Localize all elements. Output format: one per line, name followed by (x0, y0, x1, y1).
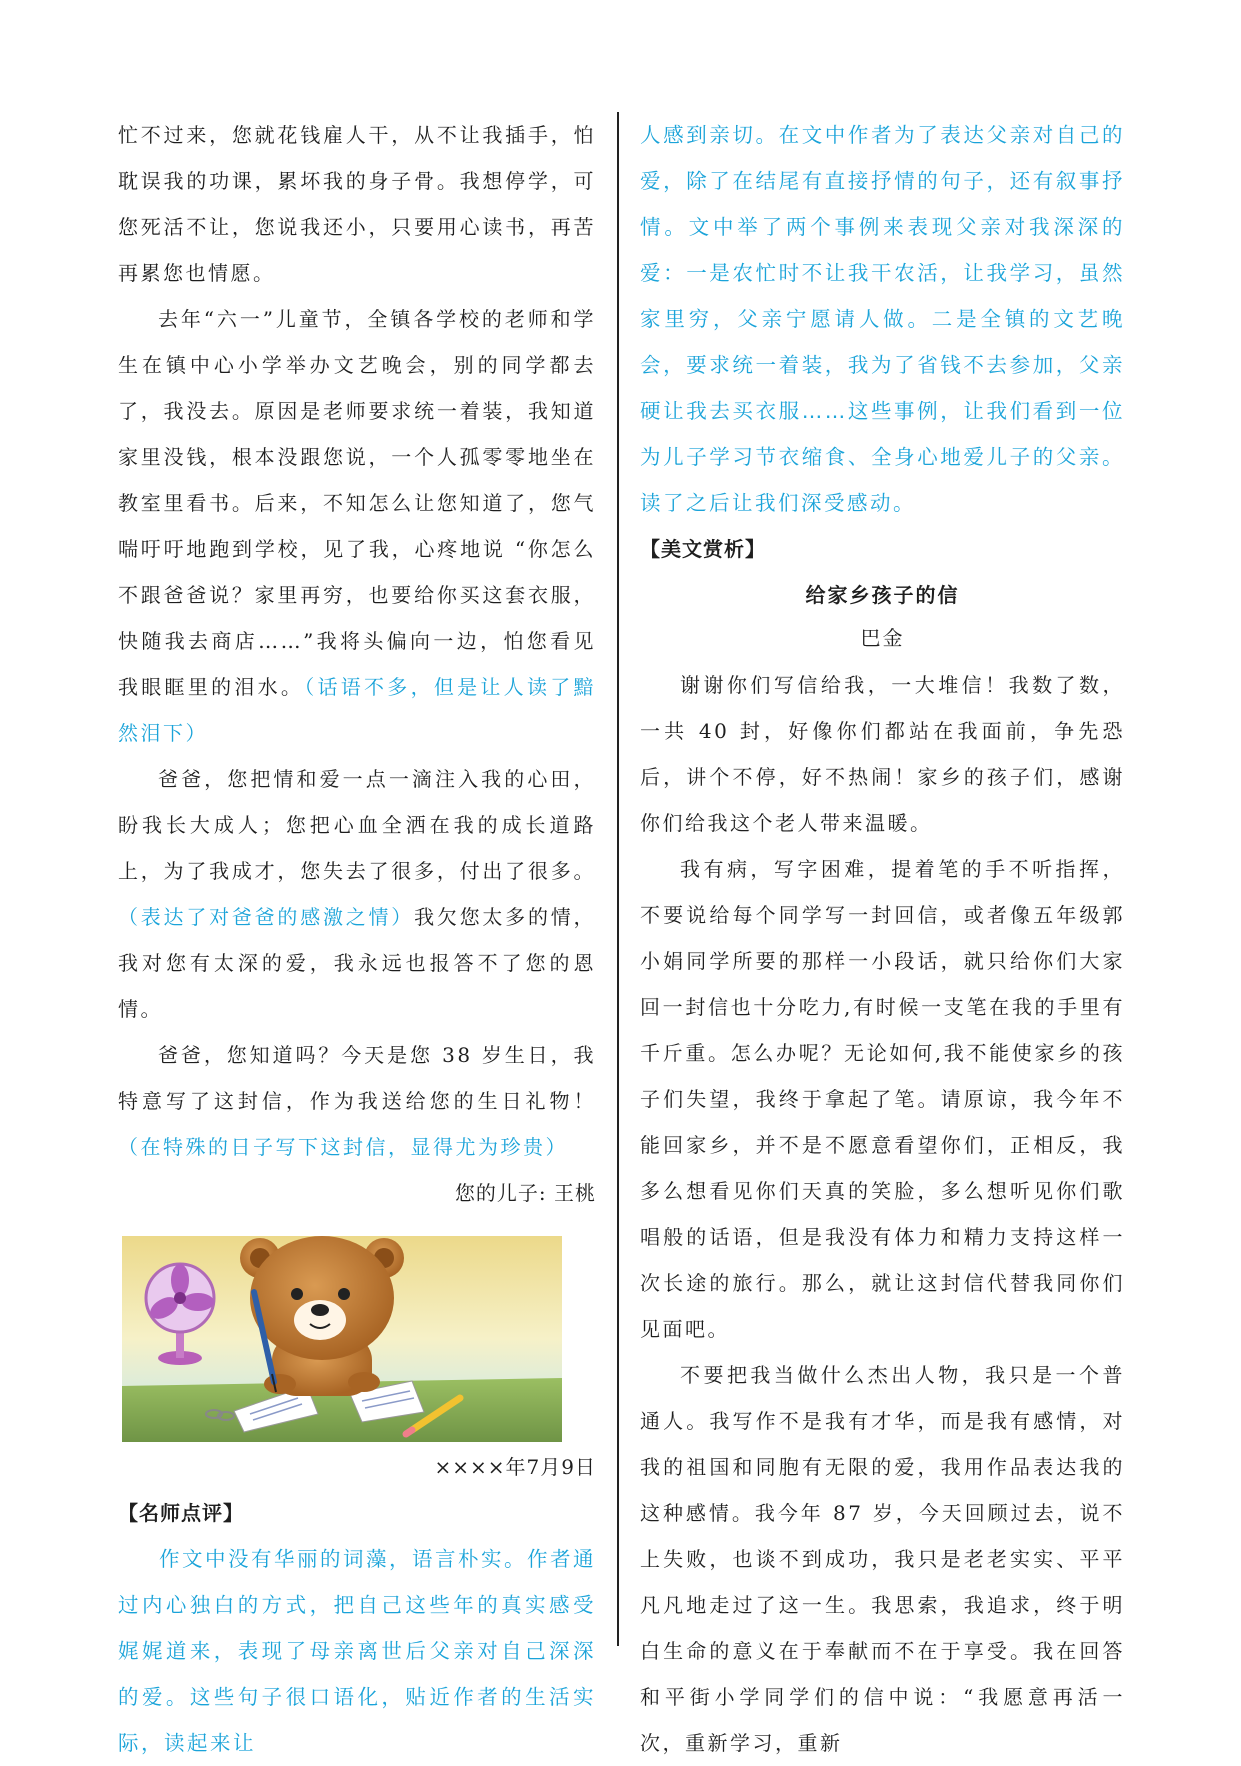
paragraph-text: 爸爸，您把情和爱一点一滴注入我的心田，盼我长大成人；您把心血全洒在我的成长道路上，为了我成才，您失去了很多，付出了很多。 (118, 767, 596, 883)
paragraph-text: 去年“六一”儿童节，全镇各学校的老师和学生在镇中心小学举办文艺晚会，别的同学都去了，我没去。原因是老师要求统一着装，我知道家里没钱，根本没跟您说，一个人孤零零地坐在教室里看书。后来，不知怎么让您知道了，您气喘吁吁地跑到学校，见了我，心疼地说 “你怎么不跟爸爸说？家里再穷，也要给你买这套衣服，快随我去商店……”我将头偏向一边，怕您看见我眼眶里的泪水。 (118, 307, 596, 699)
letter-paragraph-4 (118, 1032, 596, 1170)
letter-paragraph-2 (118, 296, 596, 756)
paragraph-text: 爸爸，您知道吗？今天是您 38 岁生日，我特意写了这封信，作为我送给您的生日礼物！ (118, 1043, 596, 1113)
article-paragraph-1: 谢谢你们写信给我，一大堆信！我数了数，一共 40 封，好像你们都站在我面前，争先恐后，讲个不停，好不热闹！家乡的孩子们，感谢你们给我这个老人带来温暖。 (640, 673, 1125, 835)
article-paragraph-3: 不要把我当做什么杰出人物，我只是一个普通人。我写作不是我有才华，而是我有感情，对我的祖国和同胞有无限的爱，我用作品表达我的这种感情。我今年 87 岁，今天回顾过去，说不上失败，也谈不到成功，我只是老老实实、平平凡凡地走过了这一生。我思索，我追求，终于明白生命的意义在于奉献而不在于享受。我在回答和平街小学同学们的信中说：“我愿意再活一次，重新学习，重新 (640, 1363, 1125, 1755)
bear-writing-illustration (122, 1236, 562, 1442)
annotation-note: （表达了对爸爸的感激之情） (118, 905, 415, 929)
review-text-continued: 人感到亲切。在文中作者为了表达父亲对自己的爱，除了在结尾有直接抒情的句子，还有叙事抒情。文中举了两个事例来表现父亲对我深深的爱：一是农忙时不让我干农活，让我学习，虽然家里穷，父亲宁愿请人做。二是全镇的文艺晚会，要求统一着装，我为了省钱不去参加，父亲硬让我去买衣服……这些事例，让我们看到一位为儿子学习节衣缩食、全身心地爱儿子的父亲。读了之后让我们深受感动。 (640, 123, 1125, 515)
article-paragraph-2: 我有病，写字困难，提着笔的手不听指挥，不要说给每个同学写一封回信，或者像五年级郭小娟同学所要的那样一小段话，就只给你们大家回一封信也十分吃力,有时候一支笔在我的手里有千斤重。怎么办呢？无论如何,我不能使家乡的孩子们失望，我终于拿起了笔。请原谅，我今年不能回家乡，并不是不愿意看望你们，正相反，我多么想看见你们天真的笑脸，多么想听见你们歌唱般的话语，但是我没有体力和精力支持这样一次长途的旅行。那么，就让这封信代替我同你们见面吧。 (640, 857, 1125, 1341)
letter-paragraph-3 (118, 756, 596, 1032)
appreciation-heading: 【美文赏析】 (640, 537, 766, 561)
review-text: 作文中没有华丽的词藻，语言朴实。作者通过内心独白的方式，把自己这些年的真实感受娓娓道来，表现了母亲离世后父亲对自己深深的爱。这些句子很口语化，贴近作者的生活实际，读起来让 (118, 1547, 596, 1755)
annotation-note: （在特殊的日子写下这封信，显得尤为珍贵） (118, 1135, 568, 1159)
letter-paragraph-1: 忙不过来，您就花钱雇人干，从不让我插手，怕耽误我的功课，累坏我的身子骨。我想停学，可您死活不让，您说我还小，只要用心读书，再苦再累您也情愿。 (118, 123, 596, 285)
paragraph-text: 我欠您太多的情，我对您有太深的爱，我永远也报答不了您的恩情。 (118, 905, 597, 1021)
annotation-note: （话语不多，但是让人读了黯然泪下） (118, 675, 597, 745)
right-column (640, 112, 1125, 1766)
left-column (118, 112, 596, 1766)
review-heading: 【名师点评】 (118, 1501, 244, 1525)
article-title: 给家乡孩子的信 (805, 583, 960, 607)
letter-signature: 您的儿子: 王桃 (454, 1181, 596, 1205)
column-divider (617, 112, 619, 1646)
article-author: 巴金 (860, 626, 905, 650)
letter-date: ××××年7月9日 (434, 1455, 596, 1479)
